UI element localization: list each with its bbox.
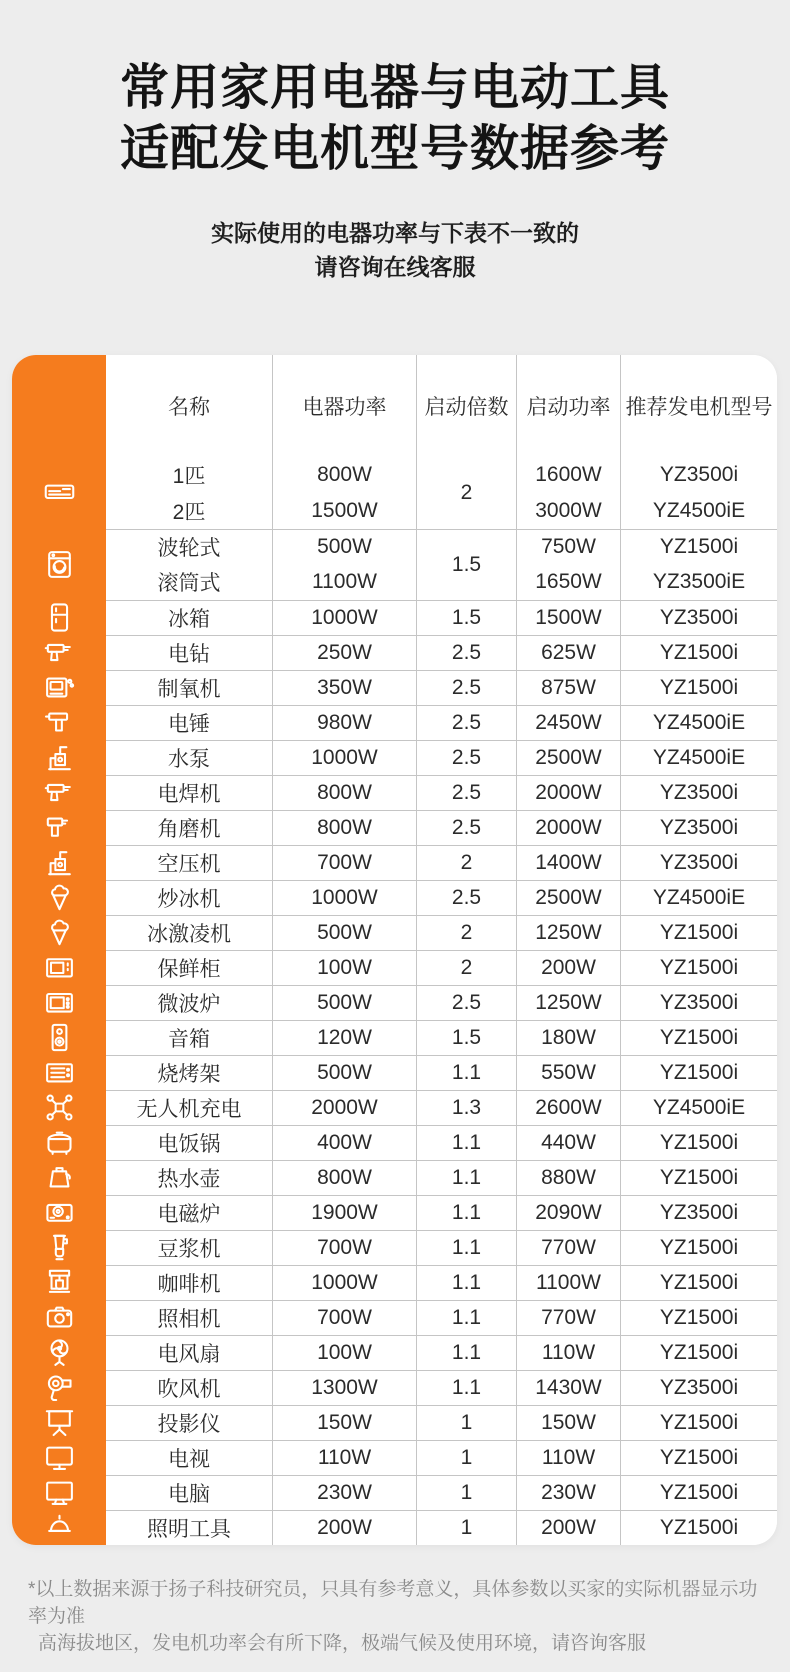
- table-row: [12, 1265, 777, 1300]
- cell-mult: 1.1: [416, 1196, 516, 1230]
- cell-name: 投影仪: [157, 1413, 221, 1436]
- cell-start: 770W: [516, 1231, 620, 1265]
- cell-mult: 1.1: [416, 1126, 516, 1160]
- table-row: [12, 1440, 777, 1475]
- cell-start: 150W: [516, 1406, 620, 1440]
- cell-start: 440W: [516, 1126, 620, 1160]
- table-row: [12, 457, 777, 529]
- cell-mult: 2.5: [416, 636, 516, 670]
- cell-mult: 2.5: [416, 776, 516, 810]
- air-conditioner-icon: [12, 457, 106, 529]
- cell-power: 980W: [272, 706, 416, 740]
- cell-mult: 1.5: [416, 1021, 516, 1055]
- cell-mult: 2.5: [416, 986, 516, 1020]
- cell-start: 110W: [516, 1441, 620, 1475]
- table-row: [12, 845, 777, 880]
- cell-mult: 1: [416, 1511, 516, 1545]
- cell-model: YZ1500i: [620, 1476, 777, 1510]
- cell-model: YZ1500i: [620, 1511, 777, 1545]
- cell-mult: 1.1: [416, 1301, 516, 1335]
- cell-name: 角磨机: [157, 818, 221, 841]
- cell-start: 1500W: [516, 601, 620, 635]
- soymilk-machine-icon: [12, 1230, 106, 1265]
- cell-name: 波轮式 滚筒式: [157, 537, 221, 596]
- cell-start: 550W: [516, 1056, 620, 1090]
- cell-model: YZ1500i: [620, 1266, 777, 1300]
- cell-mult: 2: [416, 951, 516, 985]
- cell-name: 照相机: [157, 1308, 221, 1331]
- cell-power: 800W: [272, 1161, 416, 1195]
- cell-start: 2450W: [516, 706, 620, 740]
- cell-start: 2500W: [516, 881, 620, 915]
- cell-name: 电磁炉: [157, 1203, 221, 1226]
- cell-model: YZ3500i: [620, 811, 777, 845]
- column-header-multiplier: 启动倍数: [416, 355, 516, 457]
- cell-start: 1100W: [516, 1266, 620, 1300]
- cell-mult: 1: [416, 1476, 516, 1510]
- cell-name: 电视: [168, 1448, 210, 1471]
- cell-power: 1000W: [272, 741, 416, 775]
- kettle-icon: [12, 1160, 106, 1195]
- cell-start: 1430W: [516, 1371, 620, 1405]
- column-header-power: 电器功率: [272, 355, 416, 457]
- cell-power: 800W: [272, 811, 416, 845]
- subtitle-line-2: 请咨询在线客服: [314, 254, 476, 280]
- projector-icon: [12, 1405, 106, 1440]
- cell-mult: 1.1: [416, 1266, 516, 1300]
- cell-model: YZ1500i: [620, 671, 777, 705]
- cell-start: 770W: [516, 1301, 620, 1335]
- cell-model: YZ3500i YZ4500iE: [620, 457, 777, 529]
- cell-model: YZ4500iE: [620, 741, 777, 775]
- cell-mult: 1.5: [416, 601, 516, 635]
- cell-start: 2000W: [516, 811, 620, 845]
- cell-model: YZ1500i: [620, 1126, 777, 1160]
- table-row: [12, 1300, 777, 1335]
- appliance-generator-table: [12, 355, 777, 1545]
- cell-mult: 1.1: [416, 1231, 516, 1265]
- oxygen-machine-icon: [12, 670, 106, 705]
- cell-power: 1900W: [272, 1196, 416, 1230]
- cell-model: YZ1500i: [620, 951, 777, 985]
- cell-power: 200W: [272, 1511, 416, 1545]
- cell-name: 电饭锅: [157, 1133, 221, 1156]
- cell-start: 1600W 3000W: [516, 457, 620, 529]
- microwave-icon: [12, 985, 106, 1020]
- cell-power: 500W: [272, 1056, 416, 1090]
- cell-power: 800W 1500W: [272, 457, 416, 529]
- title-line-1: 常用家用电器与电动工具: [119, 61, 670, 115]
- table-row: [12, 1055, 777, 1090]
- tv-icon: [12, 1440, 106, 1475]
- column-header-model: 推荐发电机型号: [620, 355, 777, 457]
- cell-name: 空压机: [157, 853, 221, 876]
- cell-name: 无人机充电: [136, 1098, 242, 1121]
- table-header-row: [12, 355, 777, 457]
- cell-power: 230W: [272, 1476, 416, 1510]
- cell-power: 700W: [272, 1301, 416, 1335]
- title-line-2: 适配发电机型号数据参考: [119, 122, 670, 176]
- column-header-start-power: 启动功率: [516, 355, 620, 457]
- cell-name: 炒冰机: [157, 888, 221, 911]
- cell-power: 700W: [272, 1231, 416, 1265]
- lamp-icon: [12, 1510, 106, 1545]
- cell-name: 冰箱: [168, 608, 210, 631]
- cell-name: 咖啡机: [157, 1273, 221, 1296]
- hair-dryer-icon: [12, 1370, 106, 1405]
- cell-name: 水泵: [168, 748, 210, 771]
- cell-power: 500W: [272, 986, 416, 1020]
- table-row: [12, 1370, 777, 1405]
- cell-model: YZ1500i: [620, 1161, 777, 1195]
- cell-name: 1匹 2匹: [172, 464, 206, 524]
- ice-cream-machine-icon: [12, 915, 106, 950]
- computer-icon: [12, 1475, 106, 1510]
- table-row: [12, 985, 777, 1020]
- table-row: [12, 1195, 777, 1230]
- table-row: [12, 1510, 777, 1545]
- hammer-drill-icon: [12, 705, 106, 740]
- cell-name: 烧烤架: [157, 1063, 221, 1086]
- fridge-icon: [12, 600, 106, 635]
- cell-start: 1400W: [516, 846, 620, 880]
- table-row: [12, 635, 777, 670]
- cell-name: 电脑: [168, 1483, 210, 1506]
- table-row: [12, 1020, 777, 1055]
- column-header-name: 名称: [168, 396, 210, 419]
- cell-power: 1000W: [272, 881, 416, 915]
- cell-model: YZ4500iE: [620, 881, 777, 915]
- table-row: [12, 1475, 777, 1510]
- cell-power: 800W: [272, 776, 416, 810]
- table-row: [12, 600, 777, 635]
- cell-model: YZ1500i: [620, 636, 777, 670]
- cell-name: 照明工具: [147, 1518, 231, 1541]
- cell-model: YZ3500i: [620, 1371, 777, 1405]
- cell-start: 200W: [516, 1511, 620, 1545]
- grill-icon: [12, 1055, 106, 1090]
- sidebar-header-spacer: [12, 355, 106, 457]
- cell-name: 电风扇: [157, 1343, 221, 1366]
- cell-start: 180W: [516, 1021, 620, 1055]
- cell-mult: 2: [416, 916, 516, 950]
- cell-mult: 2.5: [416, 881, 516, 915]
- cell-name: 音箱: [168, 1028, 210, 1051]
- welder-icon: [12, 775, 106, 810]
- drill-icon: [12, 635, 106, 670]
- cell-name: 吹风机: [157, 1378, 221, 1401]
- cell-power: 500W 1100W: [272, 530, 416, 601]
- table-row: [12, 915, 777, 950]
- subtitle-line-1: 实际使用的电器功率与下表不一致的: [211, 220, 579, 246]
- cell-model: YZ3500i: [620, 846, 777, 880]
- cell-mult: 1.1: [416, 1371, 516, 1405]
- cell-power: 350W: [272, 671, 416, 705]
- cell-name: 冰激凌机: [147, 923, 231, 946]
- camera-icon: [12, 1300, 106, 1335]
- cell-mult: 1.5: [416, 530, 516, 601]
- cell-model: YZ3500i: [620, 986, 777, 1020]
- cell-start: 2500W: [516, 741, 620, 775]
- cell-mult: 1.3: [416, 1091, 516, 1125]
- table-row: [12, 1335, 777, 1370]
- cell-name: 保鲜柜: [157, 958, 221, 981]
- washing-machine-icon: [12, 529, 106, 601]
- cell-power: 100W: [272, 1336, 416, 1370]
- cell-mult: 2.5: [416, 811, 516, 845]
- cell-mult: 2.5: [416, 706, 516, 740]
- cell-power: 400W: [272, 1126, 416, 1160]
- table-row: [12, 705, 777, 740]
- cell-model: YZ4500iE: [620, 1091, 777, 1125]
- cell-start: 1250W: [516, 916, 620, 950]
- cell-power: 150W: [272, 1406, 416, 1440]
- cell-start: 200W: [516, 951, 620, 985]
- cell-mult: 2.5: [416, 741, 516, 775]
- cell-model: YZ1500i: [620, 916, 777, 950]
- table-row: [12, 1160, 777, 1195]
- cell-mult: 1.1: [416, 1336, 516, 1370]
- footer-line-1: *以上数据来源于扬子科技研究员，只具有参考意义，具体参数以买家的实际机器显示功率为准: [28, 1579, 758, 1627]
- table-row: [12, 670, 777, 705]
- fan-icon: [12, 1335, 106, 1370]
- cell-model: YZ1500i: [620, 1406, 777, 1440]
- cell-name: 电焊机: [157, 783, 221, 806]
- water-pump-icon: [12, 740, 106, 775]
- table-row: [12, 950, 777, 985]
- drone-icon: [12, 1090, 106, 1125]
- table-row: [12, 1405, 777, 1440]
- page-title: [0, 58, 790, 180]
- cell-start: 1250W: [516, 986, 620, 1020]
- cell-power: 120W: [272, 1021, 416, 1055]
- table-row: [12, 810, 777, 845]
- footer-line-2: 高海拔地区，发电机功率会有所下降，极端气候及使用环境，请咨询客服: [38, 1633, 647, 1654]
- ice-frying-machine-icon: [12, 880, 106, 915]
- cell-power: 1000W: [272, 1266, 416, 1300]
- cell-model: YZ1500i: [620, 1231, 777, 1265]
- cell-model: YZ1500i: [620, 1021, 777, 1055]
- cell-mult: 2: [416, 457, 516, 529]
- cell-model: YZ1500i: [620, 1301, 777, 1335]
- cell-start: 2090W: [516, 1196, 620, 1230]
- speaker-icon: [12, 1020, 106, 1055]
- cell-start: 230W: [516, 1476, 620, 1510]
- cell-model: YZ1500i: [620, 1441, 777, 1475]
- cell-name: 电钻: [168, 643, 210, 666]
- cell-power: 1300W: [272, 1371, 416, 1405]
- air-compressor-icon: [12, 845, 106, 880]
- cell-start: 110W: [516, 1336, 620, 1370]
- cell-model: YZ3500i: [620, 1196, 777, 1230]
- angle-grinder-icon: [12, 810, 106, 845]
- cell-name: 制氧机: [157, 678, 221, 701]
- table-row: [12, 1125, 777, 1160]
- cell-start: 880W: [516, 1161, 620, 1195]
- cell-mult: 2: [416, 846, 516, 880]
- cell-start: 750W 1650W: [516, 530, 620, 601]
- cell-name: 电锤: [168, 713, 210, 736]
- table-row: [12, 1090, 777, 1125]
- cell-mult: 1.1: [416, 1161, 516, 1195]
- fresh-cabinet-icon: [12, 950, 106, 985]
- cell-model: YZ3500i: [620, 776, 777, 810]
- cell-model: YZ3500i: [620, 601, 777, 635]
- cell-power: 2000W: [272, 1091, 416, 1125]
- cell-start: 625W: [516, 636, 620, 670]
- cell-power: 250W: [272, 636, 416, 670]
- footer-note: [28, 1576, 768, 1657]
- cell-power: 100W: [272, 951, 416, 985]
- rice-cooker-icon: [12, 1125, 106, 1160]
- cell-power: 700W: [272, 846, 416, 880]
- cell-power: 500W: [272, 916, 416, 950]
- table-row: [12, 880, 777, 915]
- table-row: [12, 775, 777, 810]
- cell-model: YZ1500i YZ3500iE: [620, 530, 777, 601]
- cell-power: 1000W: [272, 601, 416, 635]
- cell-name: 热水壶: [157, 1168, 221, 1191]
- cell-name: 豆浆机: [157, 1238, 221, 1261]
- cell-mult: 1.1: [416, 1056, 516, 1090]
- coffee-machine-icon: [12, 1265, 106, 1300]
- cell-model: YZ1500i: [620, 1336, 777, 1370]
- cell-mult: 2.5: [416, 671, 516, 705]
- induction-cooker-icon: [12, 1195, 106, 1230]
- cell-model: YZ4500iE: [620, 706, 777, 740]
- cell-mult: 1: [416, 1441, 516, 1475]
- cell-power: 110W: [272, 1441, 416, 1475]
- cell-start: 2600W: [516, 1091, 620, 1125]
- page-subtitle: [0, 216, 790, 284]
- cell-start: 2000W: [516, 776, 620, 810]
- cell-model: YZ1500i: [620, 1056, 777, 1090]
- cell-name: 微波炉: [157, 993, 221, 1016]
- cell-mult: 1: [416, 1406, 516, 1440]
- table-row: [12, 1230, 777, 1265]
- table-row: [12, 740, 777, 775]
- table-row: [12, 529, 777, 601]
- cell-start: 875W: [516, 671, 620, 705]
